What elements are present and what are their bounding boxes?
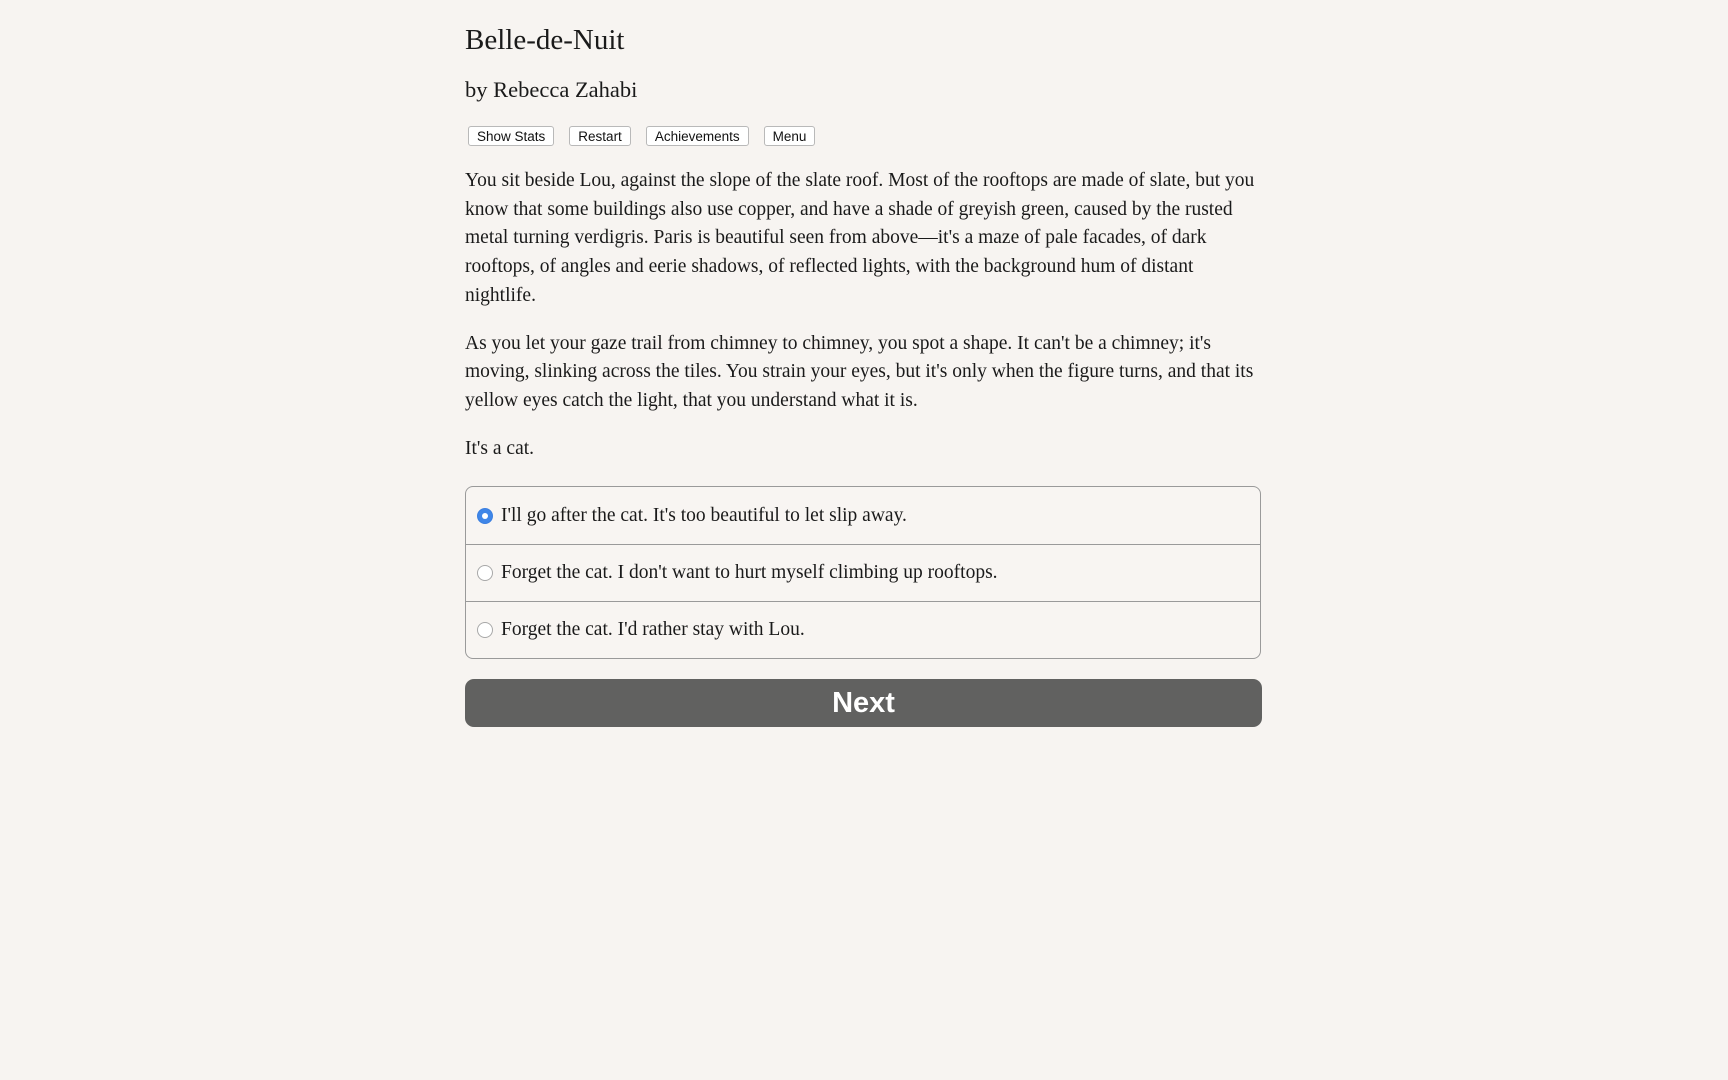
next-button[interactable]: Next [465, 679, 1262, 727]
toolbar [468, 126, 815, 146]
choice-list [465, 486, 1261, 659]
author-byline: by Rebecca Zahabi [465, 77, 638, 102]
choice-option-avoid-rooftops[interactable] [466, 544, 1260, 601]
game-title: Belle-de-Nuit [465, 24, 625, 56]
choice-label: Forget the cat. I don't want to hurt myself climbing up rooftops. [501, 562, 998, 583]
story-paragraph: As you let your gaze trail from chimney to chimney, you spot a shape. It can't be a chimney; it's moving, slinking across the tiles. You strain your eyes, but it's only when the figure turns, and that its yellow eyes catch the light, that you understand what it is. [465, 332, 1254, 411]
story-text [465, 167, 1263, 482]
choice-option-stay-with-lou[interactable] [466, 601, 1260, 658]
radio-button-icon[interactable] [477, 622, 493, 638]
story-paragraph: You sit beside Lou, against the slope of the slate roof. Most of the rooftops are made of slate, but you know that some buildings also use copper, and have a shade of greyish green, caused by the rusted metal turning verdigris. Paris is beautiful seen from above—it's a maze of pale facades, of dark rooftops, of angles and eerie shadows, of reflected lights, with the background hum of distant nightlife. [465, 170, 1255, 306]
choice-option-go-after-cat[interactable] [466, 487, 1260, 544]
radio-button-icon[interactable] [477, 508, 493, 524]
show-stats-button[interactable]: Show Stats [468, 126, 554, 146]
achievements-button[interactable]: Achievements [646, 126, 749, 146]
radio-button-icon[interactable] [477, 565, 493, 581]
menu-button[interactable]: Menu [764, 126, 816, 146]
choice-label: Forget the cat. I'd rather stay with Lou. [501, 619, 805, 640]
choice-label: I'll go after the cat. It's too beautiful to let slip away. [501, 504, 907, 526]
story-paragraph: It's a cat. [465, 437, 535, 459]
restart-button[interactable]: Restart [569, 126, 631, 146]
